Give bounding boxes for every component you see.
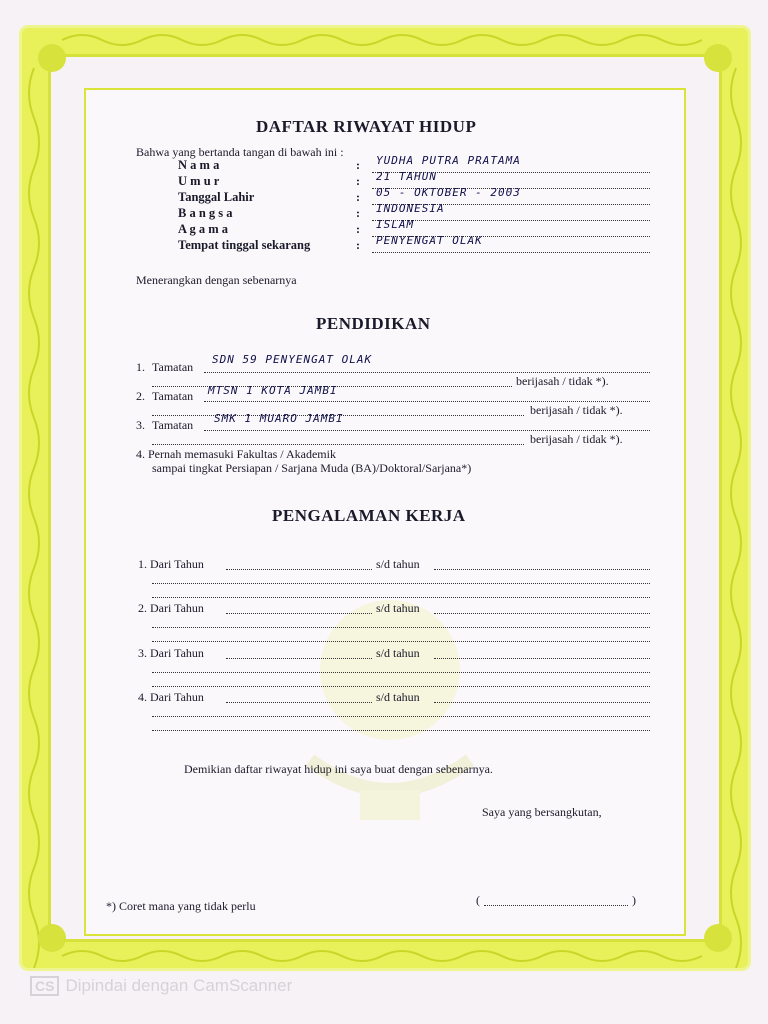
dotted-line xyxy=(204,372,650,373)
field-value-address: PENYENGAT OLAK xyxy=(376,234,483,247)
field-label: Tanggal Lahir xyxy=(178,190,255,204)
edu-suffix: berijasah / tidak *). xyxy=(530,403,623,417)
dotted-line xyxy=(152,627,650,628)
dotted-line xyxy=(434,613,650,614)
edu-item-4-line2: sampai tingkat Persiapan / Sarjana Muda (BA)/Doktoral/Sarjana*) xyxy=(152,461,472,475)
field-label: U m u r xyxy=(178,174,220,188)
dotted-line xyxy=(152,716,650,717)
signature-close-paren: ) xyxy=(632,893,636,907)
field-value-birthdate: 05 - OKTOBER - 2003 xyxy=(376,186,521,199)
dotted-line xyxy=(152,641,650,642)
dotted-line xyxy=(152,672,650,673)
edu-num: 2. xyxy=(136,389,145,403)
edu-num: 1. xyxy=(136,360,145,374)
closing-statement: Demikian daftar riwayat hidup ini saya buat dengan sebenarnya. xyxy=(184,762,493,776)
field-value-age: 21 TAHUN xyxy=(376,170,437,183)
edu-value: SMK 1 MUARO JAMBI xyxy=(214,412,344,425)
edu-label: Tamatan xyxy=(152,389,194,403)
field-label: Tempat tinggal sekarang xyxy=(178,238,311,252)
work-to-label: s/d tahun xyxy=(376,690,420,704)
work-to-label: s/d tahun xyxy=(376,646,420,660)
colon: : xyxy=(356,206,360,220)
dotted-line xyxy=(152,730,650,731)
dotted-line xyxy=(226,613,372,614)
field-value-nationality: INDONESIA xyxy=(376,202,445,215)
camscanner-logo-icon: CS xyxy=(30,976,59,996)
field-value-name: YUDHA PUTRA PRATAMA xyxy=(376,154,521,167)
work-from-label: 4. Dari Tahun xyxy=(138,690,204,704)
page-title: DAFTAR RIWAYAT HIDUP xyxy=(256,117,477,136)
colon: : xyxy=(356,190,360,204)
work-from-label: 3. Dari Tahun xyxy=(138,646,204,660)
edu-suffix: berijasah / tidak *). xyxy=(530,432,623,446)
edu-label: Tamatan xyxy=(152,360,194,374)
work-from-label: 1. Dari Tahun xyxy=(138,557,204,571)
colon: : xyxy=(356,238,360,252)
edu-value: MTSN 1 KOTA JAMBI xyxy=(208,384,338,397)
edu-suffix: berijasah / tidak *). xyxy=(516,374,609,388)
colon: : xyxy=(356,222,360,236)
colon: : xyxy=(356,158,360,172)
work-to-label: s/d tahun xyxy=(376,601,420,615)
edu-item-4-line1: 4. Pernah memasuki Fakultas / Akademik xyxy=(136,447,336,461)
dotted-line xyxy=(152,444,524,445)
field-label: N a m a xyxy=(178,158,220,172)
dotted-line xyxy=(226,569,372,570)
signature-open-paren: ( xyxy=(476,893,480,907)
edu-value: SDN 59 PENYENGAT OLAK xyxy=(212,353,373,366)
signer-label: Saya yang bersangkutan, xyxy=(482,805,602,819)
statement-text: Menerangkan dengan sebenarnya xyxy=(136,273,297,287)
colon: : xyxy=(356,174,360,188)
dotted-line xyxy=(434,702,650,703)
dotted-line xyxy=(226,702,372,703)
dotted-line xyxy=(434,658,650,659)
scanner-watermark xyxy=(30,976,430,1000)
field-label: A g a m a xyxy=(178,222,228,236)
dotted-line xyxy=(152,686,650,687)
dotted-line xyxy=(226,658,372,659)
work-heading: PENGALAMAN KERJA xyxy=(272,506,466,525)
dotted-line xyxy=(152,583,650,584)
dotted-line xyxy=(204,401,650,402)
signature-line xyxy=(484,905,628,906)
scanner-watermark-text: Dipindai dengan CamScanner xyxy=(65,976,293,995)
intro-text: Bahwa yang bertanda tangan di bawah ini : xyxy=(136,145,344,159)
work-from-label: 2. Dari Tahun xyxy=(138,601,204,615)
field-value-religion: ISLAM xyxy=(376,218,415,231)
work-to-label: s/d tahun xyxy=(376,557,420,571)
education-heading: PENDIDIKAN xyxy=(316,314,431,333)
dotted-line xyxy=(152,597,650,598)
dotted-line xyxy=(372,252,650,253)
dotted-line xyxy=(204,430,650,431)
footnote: *) Coret mana yang tidak perlu xyxy=(106,899,256,913)
field-label: B a n g s a xyxy=(178,206,233,220)
dotted-line xyxy=(434,569,650,570)
edu-label: Tamatan xyxy=(152,418,194,432)
edu-num: 3. xyxy=(136,418,145,432)
